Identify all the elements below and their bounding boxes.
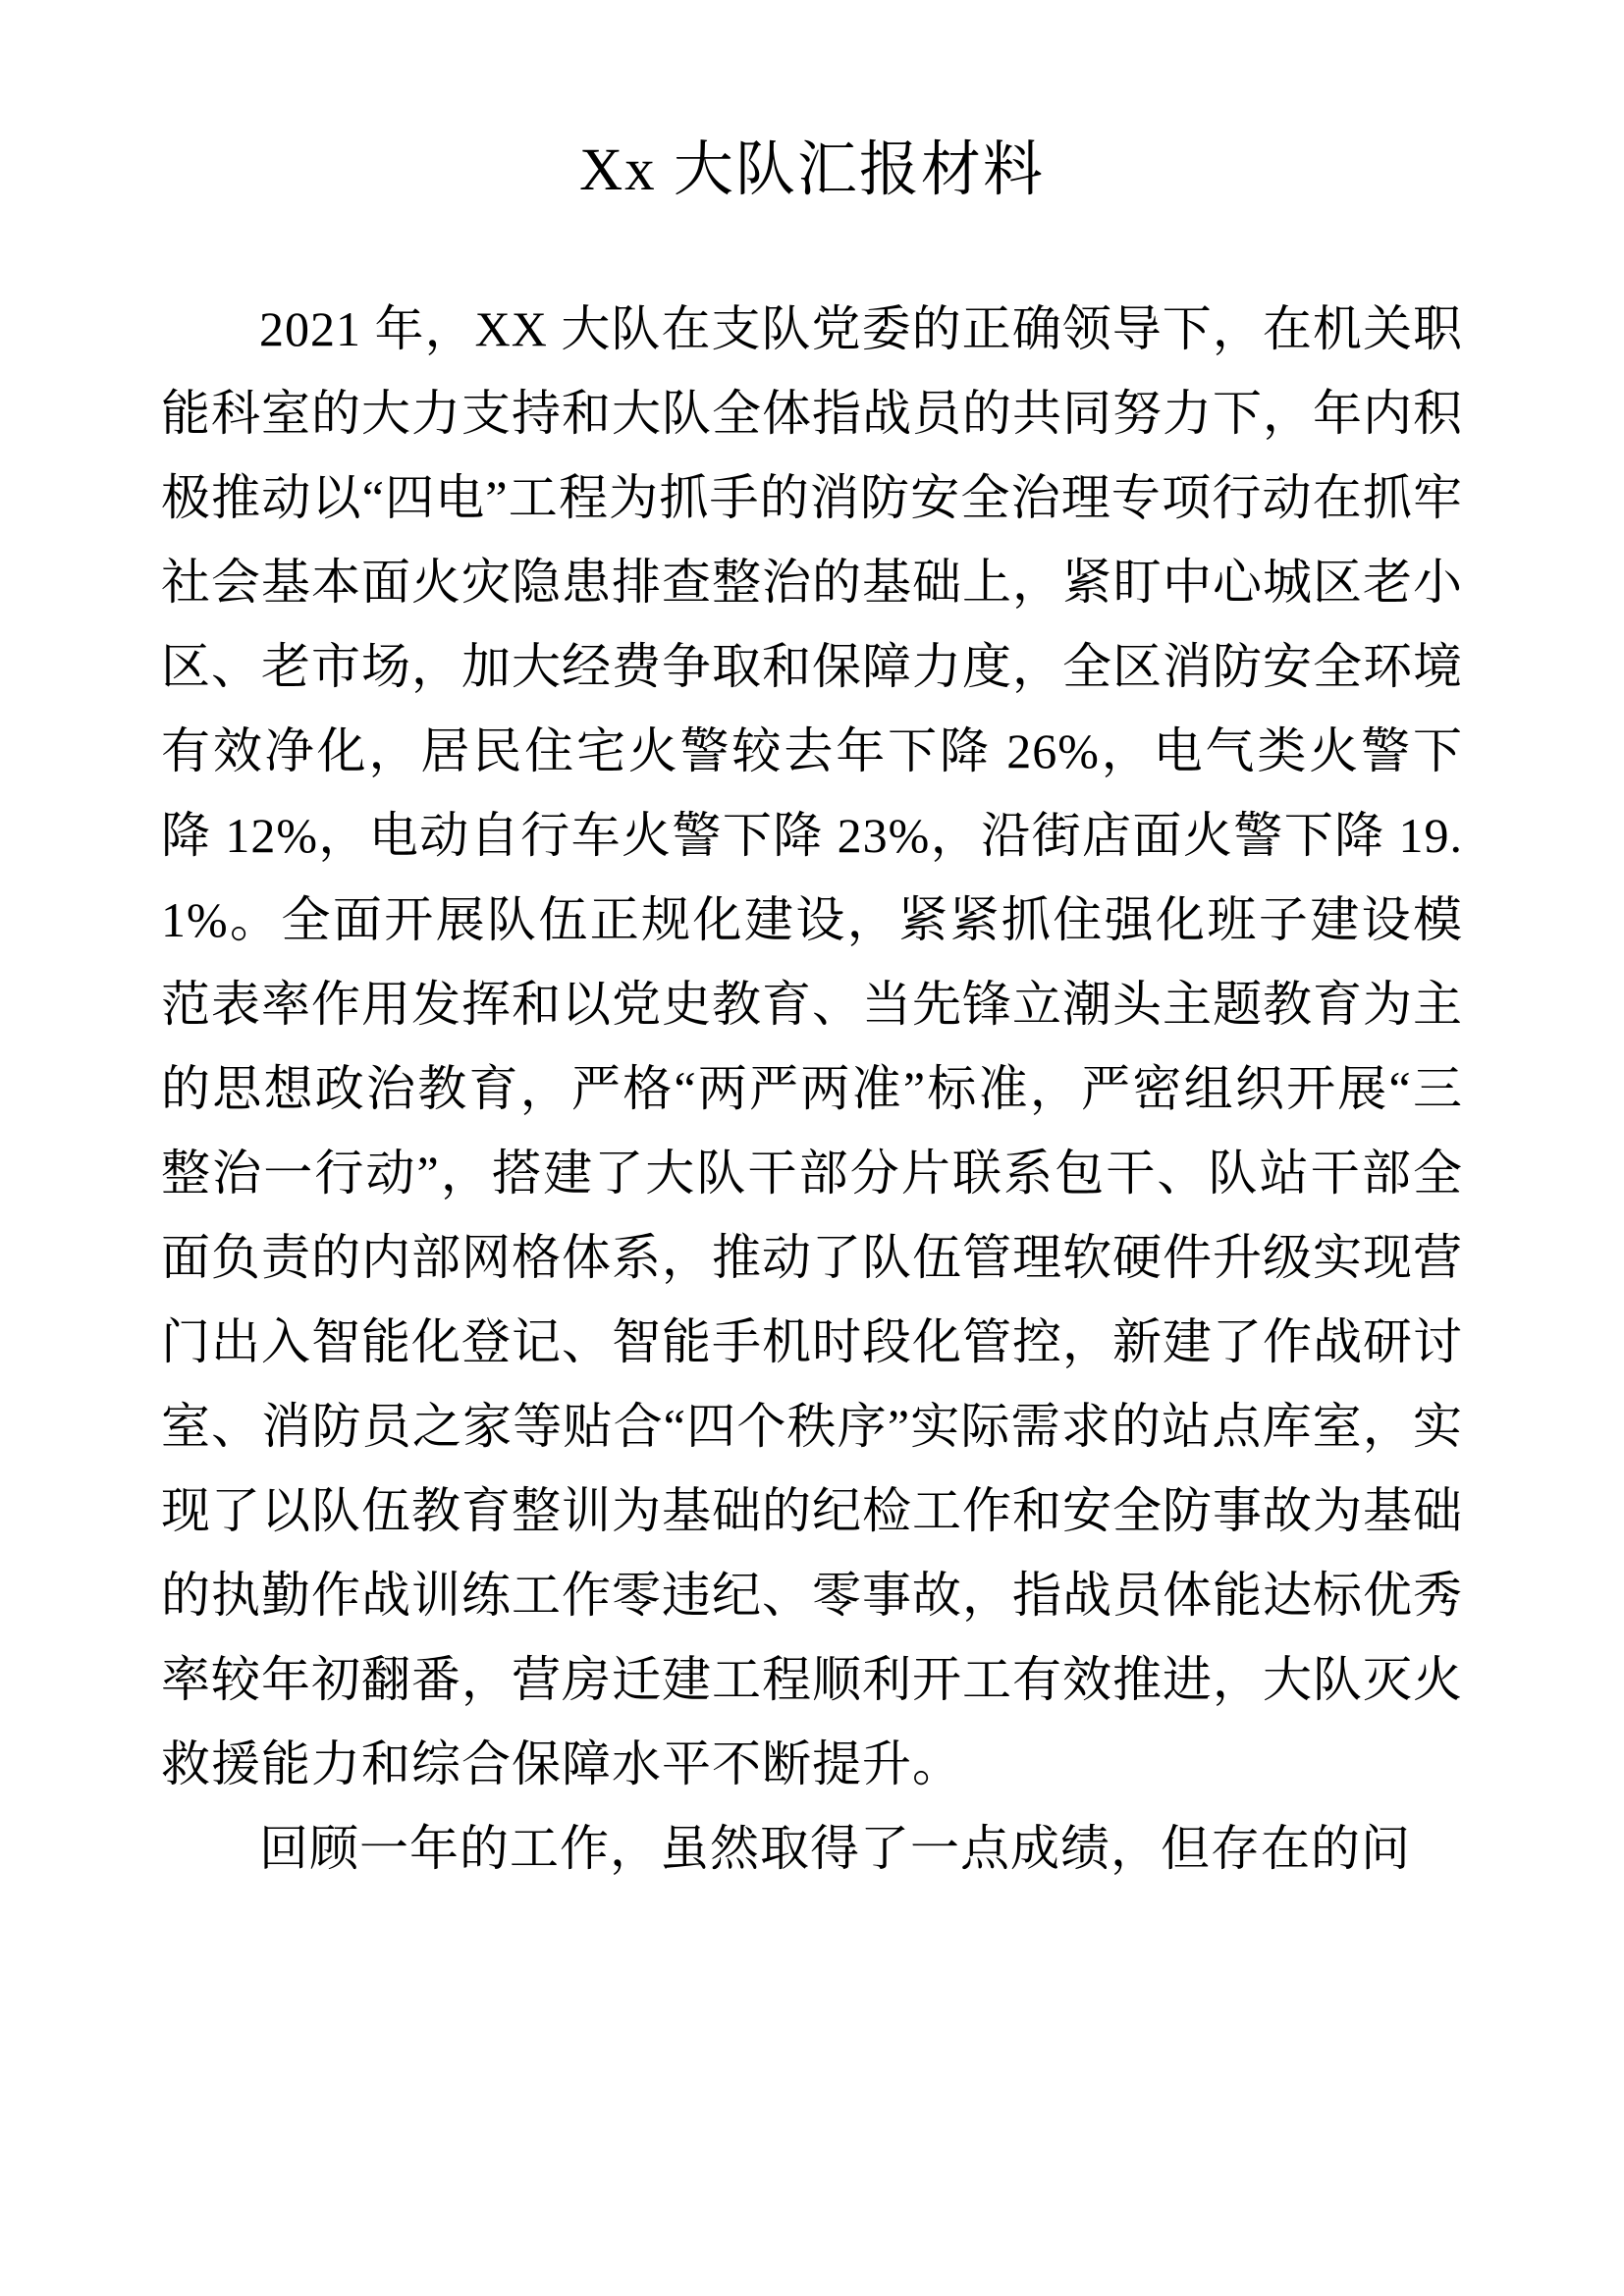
document-title: Xx 大队汇报材料 — [579, 137, 1045, 203]
paragraph-2: 回顾一年的工作，虽然取得了一点成绩，但存在的问 — [259, 1821, 1411, 1876]
paragraph-1: 2021 年，XX 大队在支队党委的正确领导下，在机关职能科室的大力支持和大队全体指战员的共同努力下，年内积极推动以“四电”工程为抓手的消防安全治理专项行动在抓牢社会基本面火灾隐患排查整治的基础上，紧盯中心城区老小区、老市场，加大经费争取和保障力度，全区消防安全环境有效净化，居民住宅火警较去年下降 26%，电气类火警下降 12%，电动自行车火警下降 23%，沿街店面火警下降 19.1%。全面开展队伍正规化建设，紧紧抓住强化班子建设模范表率作用发挥和以党史教育、当先锋立潮头主题教育为主的思想政治教育，严格“两严两准”标准，严密组织开展“三整治一行动”，搭建了大队干部分片联系包干、队站干部全面负责的内部网格体系，推动了队伍管理软硬件升级实现营门出入智能化登记、智能手机时段化管控，新建了作战研讨室、消防员之家等贴合“四个秩序”实际需求的站点库室，实现了以队伍教育整训为基础的纪检工作和安全防事故为基础的执勤作战训练工作零违纪、零事故，指战员体能达标优秀率较年初翻番，营房迁建工程顺利开工有效推进，大队灭火救援能力和综合保障水平不断提升。 — [161, 301, 1463, 1791]
